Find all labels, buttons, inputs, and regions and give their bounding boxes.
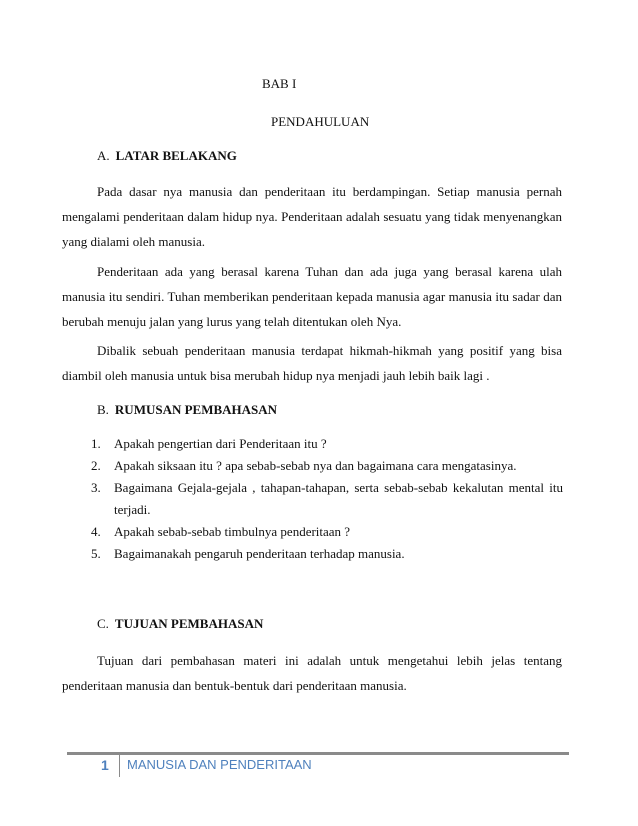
list-number: 3. bbox=[91, 480, 101, 495]
list-item bbox=[91, 433, 563, 455]
list-text: Bagaimana Gejala-gejala , tahapan-tahapan, serta sebab-sebab kekalutan mental itu terjadi. bbox=[114, 480, 563, 517]
section-title: TUJUAN PEMBAHASAN bbox=[114, 616, 264, 631]
list-number: 5. bbox=[91, 546, 101, 561]
list-text: Bagaimanakah pengaruh penderitaan terhadap manusia. bbox=[114, 546, 405, 561]
chapter-title: PENDAHULUAN bbox=[271, 114, 370, 129]
section-heading-b bbox=[97, 402, 277, 418]
running-title: MANUSIA DAN PENDERITAAN bbox=[127, 757, 312, 772]
chapter-number: BAB I bbox=[262, 76, 297, 91]
list-item bbox=[91, 477, 563, 521]
section-heading-a bbox=[97, 148, 237, 164]
list-item bbox=[91, 543, 563, 565]
section-letter: A. bbox=[97, 148, 110, 163]
paragraph: Dibalik sebuah penderitaan manusia terdapat hikmah-hikmah yang positif yang bisa diambil oleh manusia untuk bisa merubah hidup nya menjadi jauh lebih baik lagi . bbox=[62, 343, 562, 383]
footer-divider bbox=[67, 752, 569, 755]
list-text: Apakah sebab-sebab timbulnya penderitaan ? bbox=[114, 524, 351, 539]
list-item bbox=[91, 521, 563, 543]
paragraph: Pada dasar nya manusia dan penderitaan itu berdampingan. Setiap manusia pernah mengalami penderitaan dalam hidup nya. Penderitaan adalah sesuatu yang tidak menyenangkan yang dialami oleh manusia. bbox=[62, 184, 562, 249]
list-number: 4. bbox=[91, 524, 101, 539]
paragraph: Tujuan dari pembahasan materi ini adalah untuk mengetahui lebih jelas tentang penderitaan manusia dan bentuk-bentuk dari penderitaan manusia. bbox=[62, 653, 562, 693]
section-title: RUMUSAN PEMBAHASAN bbox=[114, 402, 278, 417]
list-number: 1. bbox=[91, 436, 101, 451]
list-number: 2. bbox=[91, 458, 101, 473]
section-letter: C. bbox=[97, 616, 109, 631]
section-letter: B. bbox=[97, 402, 109, 417]
section-title: LATAR BELAKANG bbox=[115, 148, 237, 163]
question-list bbox=[91, 433, 563, 565]
list-text: Apakah siksaan itu ? apa sebab-sebab nya dan bagaimana cara mengatasinya. bbox=[114, 458, 517, 473]
list-item bbox=[91, 455, 563, 477]
page-number: 1 bbox=[101, 757, 109, 773]
list-text: Apakah pengertian dari Penderitaan itu ? bbox=[114, 436, 327, 451]
footer-separator bbox=[119, 755, 120, 777]
section-heading-c bbox=[97, 616, 263, 632]
paragraph: Penderitaan ada yang berasal karena Tuhan dan ada juga yang berasal karena ulah manusia itu sendiri. Tuhan memberikan penderitaan kepada manusia agar manusia itu sadar dan berubah menuju jalan yang lurus yang telah ditentukan oleh Nya. bbox=[62, 264, 562, 329]
